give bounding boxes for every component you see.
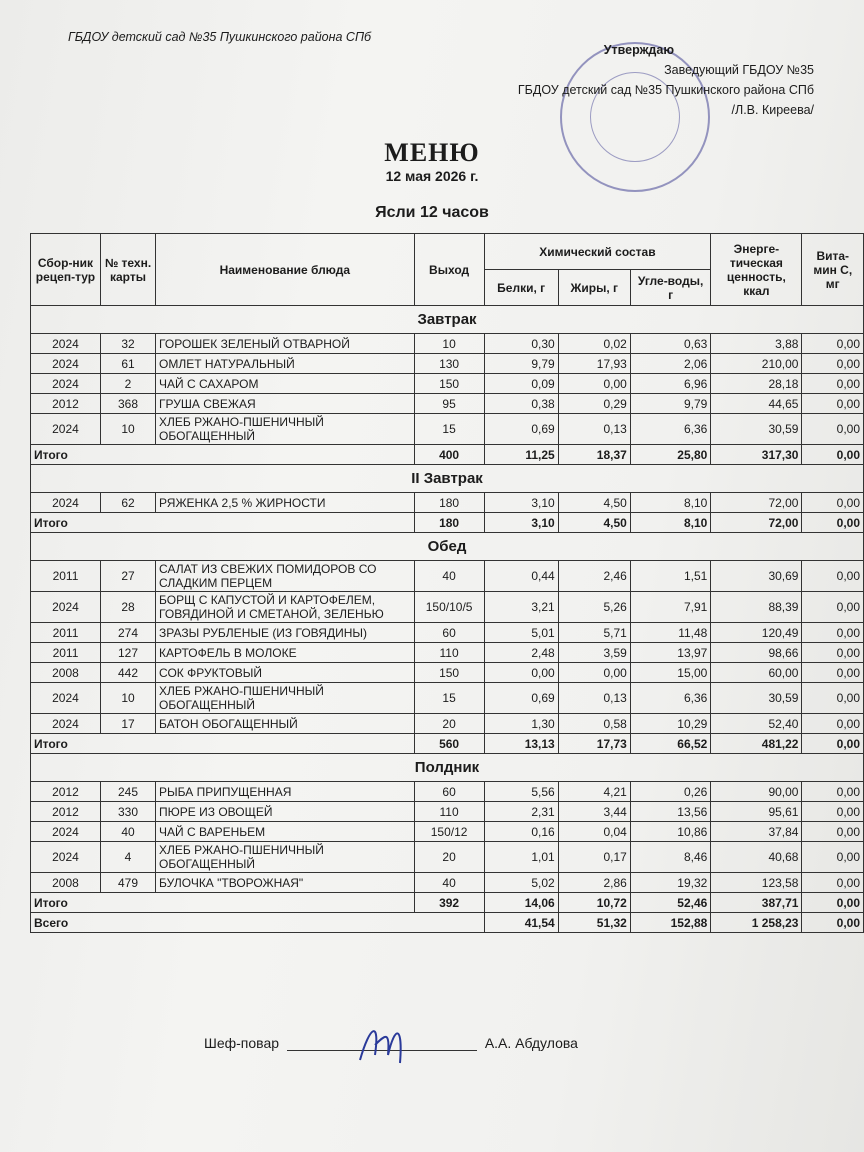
total-protein: 3,10: [484, 513, 558, 533]
cell-vitamin: 0,00: [802, 354, 864, 374]
cell-fat: 0,13: [558, 414, 630, 445]
table-row: [31, 683, 864, 714]
grand-total-label: Всего: [31, 913, 485, 933]
cell-collection: 2012: [31, 782, 101, 802]
cell-fat: 2,86: [558, 873, 630, 893]
cell-tech-card: 62: [100, 493, 155, 513]
cell-tech-card: 28: [100, 592, 155, 623]
col-fat: Жиры, г: [558, 270, 630, 306]
cell-fat: 5,71: [558, 623, 630, 643]
cell-energy: 95,61: [711, 802, 802, 822]
cell-tech-card: 2: [100, 374, 155, 394]
cell-protein: 0,09: [484, 374, 558, 394]
total-energy: 387,71: [711, 893, 802, 913]
total-portion: 560: [414, 734, 484, 754]
cell-carbs: 6,36: [630, 683, 711, 714]
cell-energy: 72,00: [711, 493, 802, 513]
cell-carbs: 6,36: [630, 414, 711, 445]
cell-protein: 3,10: [484, 493, 558, 513]
cell-fat: 5,26: [558, 592, 630, 623]
cell-fat: 3,59: [558, 643, 630, 663]
cell-dish: ХЛЕБ РЖАНО-ПШЕНИЧНЫЙ ОБОГАЩЕННЫЙ: [156, 683, 415, 714]
cell-fat: 17,93: [558, 354, 630, 374]
total-energy: 72,00: [711, 513, 802, 533]
cell-dish: РЯЖЕНКА 2,5 % ЖИРНОСТИ: [156, 493, 415, 513]
cell-energy: 98,66: [711, 643, 802, 663]
section-title: Завтрак: [31, 306, 864, 334]
cell-dish: ОМЛЕТ НАТУРАЛЬНЫЙ: [156, 354, 415, 374]
total-row: [31, 734, 864, 754]
total-protein: 13,13: [484, 734, 558, 754]
total-carbs: 8,10: [630, 513, 711, 533]
cell-vitamin: 0,00: [802, 623, 864, 643]
menu-body: [31, 306, 864, 933]
cell-energy: 37,84: [711, 822, 802, 842]
cell-carbs: 0,63: [630, 334, 711, 354]
table-row: [31, 414, 864, 445]
cell-collection: 2024: [31, 414, 101, 445]
table-row: [31, 802, 864, 822]
cell-protein: 2,31: [484, 802, 558, 822]
total-energy: 481,22: [711, 734, 802, 754]
chef-name: А.А. Абдулова: [484, 1035, 578, 1051]
cell-carbs: 6,96: [630, 374, 711, 394]
cell-portion: 10: [414, 334, 484, 354]
cell-energy: 40,68: [711, 842, 802, 873]
table-row: [31, 663, 864, 683]
cell-vitamin: 0,00: [802, 592, 864, 623]
cell-portion: 20: [414, 714, 484, 734]
cell-fat: 0,00: [558, 663, 630, 683]
cell-vitamin: 0,00: [802, 394, 864, 414]
cell-dish: ХЛЕБ РЖАНО-ПШЕНИЧНЫЙ ОБОГАЩЕННЫЙ: [156, 842, 415, 873]
cell-collection: 2024: [31, 493, 101, 513]
cell-dish: БОРЩ С КАПУСТОЙ И КАРТОФЕЛЕМ, ГОВЯДИНОЙ И СМЕТАНОЙ, ЗЕЛЕНЬЮ: [156, 592, 415, 623]
cell-energy: 3,88: [711, 334, 802, 354]
menu-date: 12 мая 2026 г.: [385, 168, 479, 184]
col-carbs: Угле-воды, г: [630, 270, 711, 306]
cell-vitamin: 0,00: [802, 663, 864, 683]
cell-collection: 2011: [31, 561, 101, 592]
total-carbs: 52,46: [630, 893, 711, 913]
group-title: Ясли 12 часов: [375, 204, 489, 221]
total-label: Итого: [31, 734, 415, 754]
cell-collection: 2012: [31, 802, 101, 822]
total-portion: 392: [414, 893, 484, 913]
cell-portion: 40: [414, 561, 484, 592]
cell-carbs: 10,29: [630, 714, 711, 734]
cell-carbs: 9,79: [630, 394, 711, 414]
cell-dish: ГРУША СВЕЖАЯ: [156, 394, 415, 414]
grand-total-carbs: 152,88: [630, 913, 711, 933]
cell-dish: РЫБА ПРИПУЩЕННАЯ: [156, 782, 415, 802]
cell-fat: 0,29: [558, 394, 630, 414]
total-vitamin: 0,00: [802, 445, 864, 465]
total-vitamin: 0,00: [802, 734, 864, 754]
cell-portion: 130: [414, 354, 484, 374]
cell-dish: КАРТОФЕЛЬ В МОЛОКЕ: [156, 643, 415, 663]
cell-fat: 0,02: [558, 334, 630, 354]
cell-portion: 15: [414, 683, 484, 714]
cell-energy: 60,00: [711, 663, 802, 683]
cell-protein: 5,01: [484, 623, 558, 643]
cell-tech-card: 61: [100, 354, 155, 374]
cell-vitamin: 0,00: [802, 842, 864, 873]
cell-tech-card: 17: [100, 714, 155, 734]
section-header: [31, 465, 864, 493]
cell-carbs: 1,51: [630, 561, 711, 592]
cell-collection: 2024: [31, 842, 101, 873]
total-portion: 400: [414, 445, 484, 465]
section-title: II Завтрак: [31, 465, 864, 493]
cell-collection: 2008: [31, 873, 101, 893]
cell-carbs: 8,46: [630, 842, 711, 873]
cell-tech-card: 10: [100, 414, 155, 445]
cell-tech-card: 32: [100, 334, 155, 354]
cell-portion: 40: [414, 873, 484, 893]
col-vitamin: Вита-мин С, мг: [802, 234, 864, 306]
table-row: [31, 842, 864, 873]
chef-label: Шеф-повар: [204, 1035, 280, 1051]
cell-portion: 60: [414, 623, 484, 643]
total-row: [31, 893, 864, 913]
cell-dish: ПЮРЕ ИЗ ОВОЩЕЙ: [156, 802, 415, 822]
cell-energy: 120,49: [711, 623, 802, 643]
total-fat: 18,37: [558, 445, 630, 465]
col-tech-card: № техн. карты: [100, 234, 155, 306]
cell-vitamin: 0,00: [802, 822, 864, 842]
cell-energy: 210,00: [711, 354, 802, 374]
approve-organization: ГБДОУ детский сад №35 Пушкинского района СПб: [517, 83, 814, 97]
table-row: [31, 493, 864, 513]
cell-collection: 2024: [31, 822, 101, 842]
total-fat: 17,73: [558, 734, 630, 754]
cell-vitamin: 0,00: [802, 643, 864, 663]
cell-fat: 0,58: [558, 714, 630, 734]
cell-tech-card: 479: [100, 873, 155, 893]
cell-dish: БАТОН ОБОГАЩЕННЫЙ: [156, 714, 415, 734]
approval-block: [454, 40, 814, 120]
cell-protein: 3,21: [484, 592, 558, 623]
section-title: Обед: [31, 533, 864, 561]
total-row: [31, 445, 864, 465]
cell-tech-card: 127: [100, 643, 155, 663]
cell-tech-card: 10: [100, 683, 155, 714]
grand-total-row: [31, 913, 864, 933]
total-vitamin: 0,00: [802, 893, 864, 913]
cell-carbs: 2,06: [630, 354, 711, 374]
cell-portion: 150: [414, 663, 484, 683]
cell-energy: 30,59: [711, 414, 802, 445]
cell-collection: 2024: [31, 374, 101, 394]
cell-collection: 2008: [31, 663, 101, 683]
document-title: МЕНЮ: [384, 138, 480, 167]
col-portion: Выход: [414, 234, 484, 306]
grand-total-protein: 41,54: [484, 913, 558, 933]
cell-tech-card: 27: [100, 561, 155, 592]
cell-tech-card: 330: [100, 802, 155, 822]
cell-protein: 0,38: [484, 394, 558, 414]
organization-header: ГБДОУ детский сад №35 Пушкинского района СПб: [68, 30, 372, 44]
cell-vitamin: 0,00: [802, 782, 864, 802]
grand-total-vitamin: 0,00: [802, 913, 864, 933]
handwritten-signature: [355, 1015, 415, 1075]
cell-vitamin: 0,00: [802, 493, 864, 513]
cell-collection: 2012: [31, 394, 101, 414]
table-row: [31, 623, 864, 643]
cell-dish: ЧАЙ С САХАРОМ: [156, 374, 415, 394]
cell-protein: 0,30: [484, 334, 558, 354]
cell-portion: 110: [414, 643, 484, 663]
table-row: [31, 561, 864, 592]
cell-protein: 1,30: [484, 714, 558, 734]
cell-protein: 0,69: [484, 683, 558, 714]
cell-dish: СОК ФРУКТОВЫЙ: [156, 663, 415, 683]
cell-portion: 95: [414, 394, 484, 414]
cell-vitamin: 0,00: [802, 334, 864, 354]
section-header: [31, 306, 864, 334]
cell-dish: ЧАЙ С ВАРЕНЬЕМ: [156, 822, 415, 842]
cell-dish: ГОРОШЕК ЗЕЛЕНЫЙ ОТВАРНОЙ: [156, 334, 415, 354]
cell-protein: 0,00: [484, 663, 558, 683]
cell-vitamin: 0,00: [802, 374, 864, 394]
cell-protein: 0,44: [484, 561, 558, 592]
cell-vitamin: 0,00: [802, 683, 864, 714]
cell-vitamin: 0,00: [802, 714, 864, 734]
cell-collection: 2024: [31, 592, 101, 623]
cell-fat: 3,44: [558, 802, 630, 822]
cell-carbs: 13,56: [630, 802, 711, 822]
cell-portion: 15: [414, 414, 484, 445]
cell-collection: 2011: [31, 643, 101, 663]
grand-total-fat: 51,32: [558, 913, 630, 933]
cell-carbs: 8,10: [630, 493, 711, 513]
col-collection: Сбор-ник рецеп-тур: [31, 234, 101, 306]
total-fat: 10,72: [558, 893, 630, 913]
col-dish: Наименование блюда: [156, 234, 415, 306]
cell-dish: ХЛЕБ РЖАНО-ПШЕНИЧНЫЙ ОБОГАЩЕННЫЙ: [156, 414, 415, 445]
cell-vitamin: 0,00: [802, 873, 864, 893]
cell-energy: 52,40: [711, 714, 802, 734]
approve-position: Заведующий ГБДОУ №35: [664, 63, 814, 77]
cell-tech-card: 274: [100, 623, 155, 643]
table-row: [31, 354, 864, 374]
cell-vitamin: 0,00: [802, 414, 864, 445]
total-row: [31, 513, 864, 533]
cell-dish: БУЛОЧКА "ТВОРОЖНАЯ": [156, 873, 415, 893]
cell-carbs: 0,26: [630, 782, 711, 802]
cell-vitamin: 0,00: [802, 802, 864, 822]
cell-fat: 0,04: [558, 822, 630, 842]
cell-fat: 0,00: [558, 374, 630, 394]
cell-carbs: 19,32: [630, 873, 711, 893]
total-label: Итого: [31, 445, 415, 465]
cell-portion: 180: [414, 493, 484, 513]
cell-tech-card: 245: [100, 782, 155, 802]
cell-energy: 123,58: [711, 873, 802, 893]
cell-fat: 0,13: [558, 683, 630, 714]
cell-collection: 2024: [31, 683, 101, 714]
total-carbs: 66,52: [630, 734, 711, 754]
cell-collection: 2024: [31, 714, 101, 734]
total-protein: 11,25: [484, 445, 558, 465]
total-carbs: 25,80: [630, 445, 711, 465]
table-row: [31, 394, 864, 414]
cell-protein: 5,02: [484, 873, 558, 893]
total-label: Итого: [31, 513, 415, 533]
col-chemical: Химический состав: [484, 234, 711, 270]
col-protein: Белки, г: [484, 270, 558, 306]
cell-tech-card: 368: [100, 394, 155, 414]
cell-portion: 150/10/5: [414, 592, 484, 623]
cell-collection: 2024: [31, 334, 101, 354]
cell-tech-card: 40: [100, 822, 155, 842]
cell-collection: 2024: [31, 354, 101, 374]
cell-protein: 5,56: [484, 782, 558, 802]
cell-fat: 0,17: [558, 842, 630, 873]
cell-carbs: 13,97: [630, 643, 711, 663]
cell-fat: 4,21: [558, 782, 630, 802]
cell-protein: 0,69: [484, 414, 558, 445]
cell-collection: 2011: [31, 623, 101, 643]
cell-portion: 60: [414, 782, 484, 802]
table-row: [31, 873, 864, 893]
cell-protein: 9,79: [484, 354, 558, 374]
section-title: Полдник: [31, 754, 864, 782]
cell-vitamin: 0,00: [802, 561, 864, 592]
cell-energy: 28,18: [711, 374, 802, 394]
cell-carbs: 7,91: [630, 592, 711, 623]
total-fat: 4,50: [558, 513, 630, 533]
approve-name: /Л.В. Киреева/: [731, 103, 814, 117]
cell-energy: 30,69: [711, 561, 802, 592]
grand-total-energy: 1 258,23: [711, 913, 802, 933]
cell-protein: 1,01: [484, 842, 558, 873]
cell-energy: 44,65: [711, 394, 802, 414]
table-row: [31, 643, 864, 663]
section-header: [31, 754, 864, 782]
cell-portion: 150: [414, 374, 484, 394]
cell-protein: 2,48: [484, 643, 558, 663]
cell-tech-card: 4: [100, 842, 155, 873]
cell-portion: 110: [414, 802, 484, 822]
cell-fat: 2,46: [558, 561, 630, 592]
total-label: Итого: [31, 893, 415, 913]
menu-table: [30, 233, 864, 933]
cell-energy: 90,00: [711, 782, 802, 802]
cell-energy: 30,59: [711, 683, 802, 714]
cell-portion: 20: [414, 842, 484, 873]
col-energy: Энерге-тическая ценность, ккал: [711, 234, 802, 306]
table-row: [31, 782, 864, 802]
section-header: [31, 533, 864, 561]
table-row: [31, 374, 864, 394]
total-energy: 317,30: [711, 445, 802, 465]
cell-energy: 88,39: [711, 592, 802, 623]
cell-carbs: 15,00: [630, 663, 711, 683]
cell-carbs: 11,48: [630, 623, 711, 643]
cell-dish: ЗРАЗЫ РУБЛЕНЫЕ (ИЗ ГОВЯДИНЫ): [156, 623, 415, 643]
table-row: [31, 334, 864, 354]
table-row: [31, 822, 864, 842]
approve-label: Утверждаю: [603, 43, 674, 57]
total-protein: 14,06: [484, 893, 558, 913]
table-row: [31, 714, 864, 734]
cell-portion: 150/12: [414, 822, 484, 842]
total-portion: 180: [414, 513, 484, 533]
cell-protein: 0,16: [484, 822, 558, 842]
total-vitamin: 0,00: [802, 513, 864, 533]
cell-dish: САЛАТ ИЗ СВЕЖИХ ПОМИДОРОВ СО СЛАДКИМ ПЕРЦЕМ: [156, 561, 415, 592]
cell-tech-card: 442: [100, 663, 155, 683]
cell-fat: 4,50: [558, 493, 630, 513]
table-row: [31, 592, 864, 623]
cell-carbs: 10,86: [630, 822, 711, 842]
